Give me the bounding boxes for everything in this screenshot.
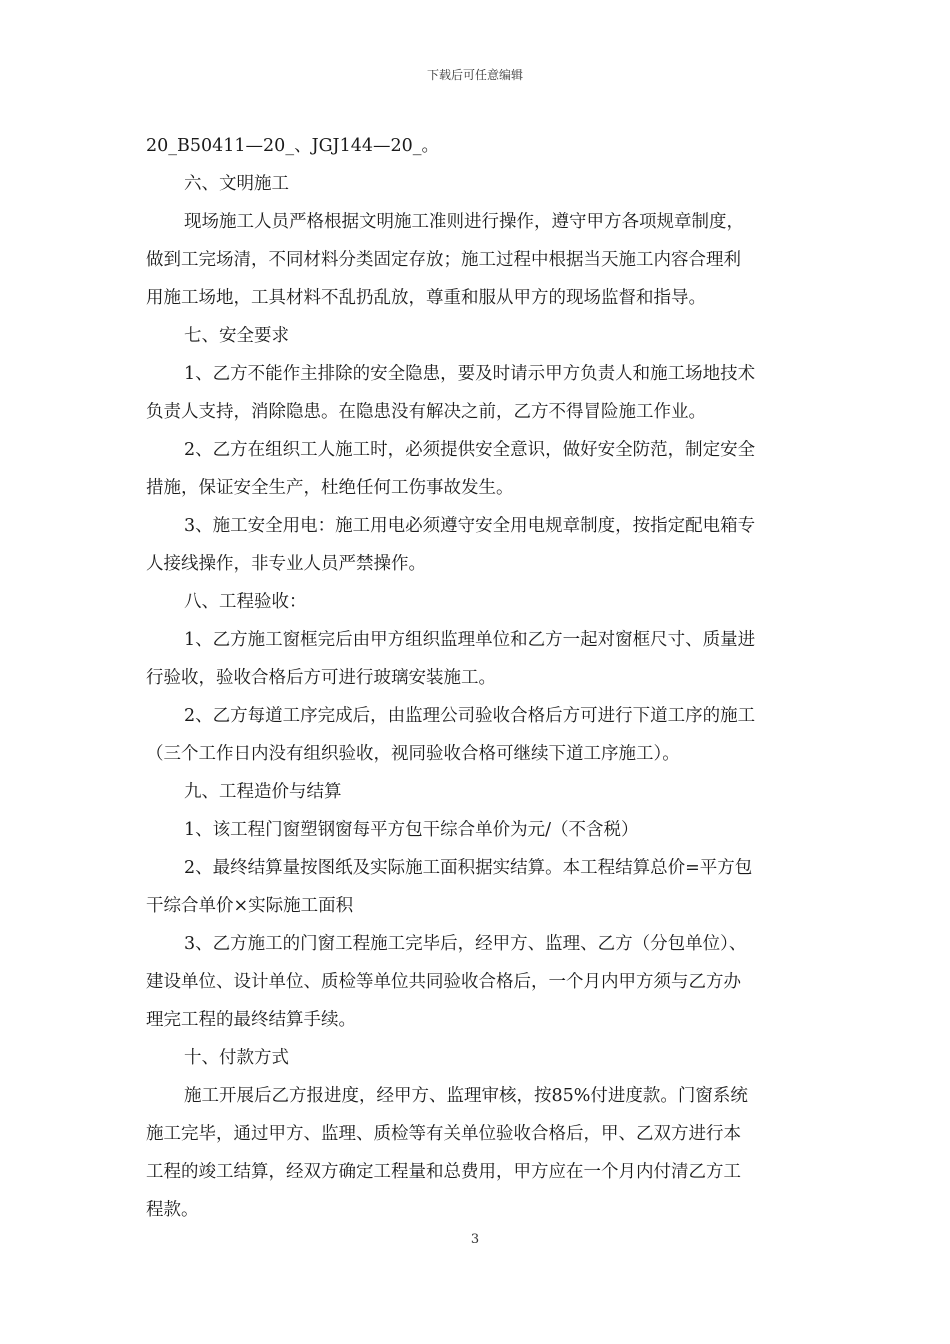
text-line: 3、施工安全用电：施工用电必须遵守安全用电规章制度，按指定配电箱专 — [184, 516, 756, 536]
text-line: 十、付款方式 — [184, 1048, 289, 1068]
text-line: 人接线操作，非专业人员严禁操作。 — [146, 554, 426, 574]
text-line: 建设单位、设计单位、质检等单位共同验收合格后，一个月内甲方须与乙方办 — [146, 972, 741, 992]
text-line: 2、最终结算量按图纸及实际施工面积据实结算。本工程结算总价=平方包 — [184, 858, 753, 878]
text-line: 措施，保证安全生产，杜绝任何工伤事故发生。 — [146, 478, 514, 498]
text-line: （三个工作日内没有组织验收，视同验收合格可继续下道工序施工）。 — [146, 744, 680, 764]
text-line: 八、工程验收： — [184, 592, 307, 612]
document-body — [146, 127, 806, 1229]
text-line: 1、乙方施工窗框完后由甲方组织监理单位和乙方一起对窗框尺寸、质量进 — [184, 630, 756, 650]
text-line: 负责人支持，消除隐患。在隐患没有解决之前，乙方不得冒险施工作业。 — [146, 402, 706, 422]
text-line: 理完工程的最终结算手续。 — [146, 1010, 356, 1030]
text-line: 2、乙方在组织工人施工时，必须提供安全意识，做好安全防范，制定安全 — [184, 440, 756, 460]
page-header: 下载后可任意编辑 — [426, 68, 523, 82]
text-line: 3、乙方施工的门窗工程施工完毕后，经甲方、监理、乙方（分包单位）、 — [184, 934, 747, 954]
text-line: 20_B50411—20_、JGJ144—20_。 — [146, 136, 439, 156]
text-line: 程款。 — [146, 1200, 199, 1220]
text-line: 施工完毕，通过甲方、监理、质检等有关单位验收合格后，甲、乙双方进行本 — [146, 1124, 741, 1144]
text-line: 做到工完场清，不同材料分类固定存放；施工过程中根据当天施工内容合理利 — [146, 250, 741, 270]
text-line: 用施工场地，工具材料不乱扔乱放，尊重和服从甲方的现场监督和指导。 — [146, 288, 706, 308]
text-line: 施工开展后乙方报进度，经甲方、监理审核，按85%付进度款。门窗系统 — [184, 1086, 748, 1106]
text-line: 七、安全要求 — [184, 326, 289, 346]
text-line: 2、乙方每道工序完成后，由监理公司验收合格后方可进行下道工序的施工 — [184, 706, 756, 726]
page-number: 3 — [470, 1232, 480, 1247]
text-line: 1、乙方不能作主排除的安全隐患，要及时请示甲方负责人和施工场地技术 — [184, 364, 756, 384]
text-line: 六、文明施工 — [184, 174, 289, 194]
text-line: 现场施工人员严格根据文明施工准则进行操作，遵守甲方各项规章制度， — [184, 212, 744, 232]
text-line: 行验收，验收合格后方可进行玻璃安装施工。 — [146, 668, 496, 688]
text-line: 干综合单价×实际施工面积 — [146, 896, 354, 916]
text-line: 九、工程造价与结算 — [184, 782, 342, 802]
text-line: 1、该工程门窗塑钢窗每平方包干综合单价为元/（不含税） — [184, 820, 639, 840]
text-line: 工程的竣工结算，经双方确定工程量和总费用，甲方应在一个月内付清乙方工 — [146, 1162, 741, 1182]
